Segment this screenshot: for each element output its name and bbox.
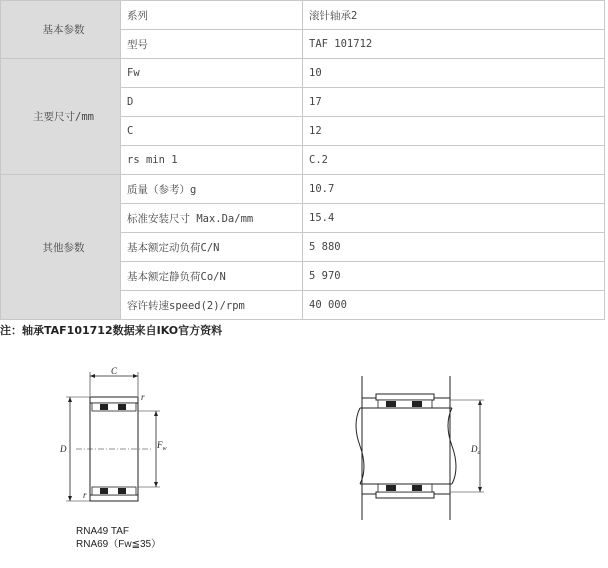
section-title: 其他参数: [1, 175, 121, 320]
param-name: 基本额定动负荷C/N: [121, 233, 303, 262]
section-title: 主要尺寸/mm: [1, 59, 121, 175]
dim-da-label: $D_a$: [471, 444, 481, 456]
spec-table-body: [1, 1, 605, 320]
dim-c-label: C: [111, 366, 118, 376]
param-value: 12: [303, 117, 605, 146]
param-value: 10: [303, 59, 605, 88]
param-value: 17: [303, 88, 605, 117]
param-name: 系列: [121, 1, 303, 30]
param-name: D: [121, 88, 303, 117]
param-name: C: [121, 117, 303, 146]
param-value: 5 970: [303, 262, 605, 291]
mounting-drawing: [340, 372, 500, 522]
drawing-caption-line1: RNA49 TAF: [76, 526, 129, 537]
param-value: 15.4: [303, 204, 605, 233]
spec-row: [1, 1, 605, 30]
drawing-caption-line2: RNA69（Fw≦35）: [76, 539, 162, 550]
param-value: TAF 101712: [303, 30, 605, 59]
bearing-section-drawing: [56, 364, 168, 522]
spec-row: [1, 59, 605, 88]
param-name: 标准安装尺寸 Max.Da/mm: [121, 204, 303, 233]
param-name: 质量（参考）g: [121, 175, 303, 204]
param-value: C.2: [303, 146, 605, 175]
param-value: 滚针轴承2: [303, 1, 605, 30]
param-value: 40 000: [303, 291, 605, 320]
spec-row: [1, 175, 605, 204]
param-name: Fw: [121, 59, 303, 88]
section-title: 基本参数: [1, 1, 121, 59]
param-name: 基本额定静负荷Co/N: [121, 262, 303, 291]
corner-r-label-bottom: r: [83, 490, 87, 500]
param-name: rs min 1: [121, 146, 303, 175]
dim-d-label: D: [60, 444, 67, 454]
param-name: 型号: [121, 30, 303, 59]
source-note: 注：轴承TAF101712数据来自IKO官方资料: [0, 324, 223, 337]
param-value: 10.7: [303, 175, 605, 204]
corner-r-label-top: r: [141, 392, 145, 402]
dim-fw-label: $F_w$: [157, 440, 167, 452]
param-name: 容许转速speed(2)/rpm: [121, 291, 303, 320]
param-value: 5 880: [303, 233, 605, 262]
